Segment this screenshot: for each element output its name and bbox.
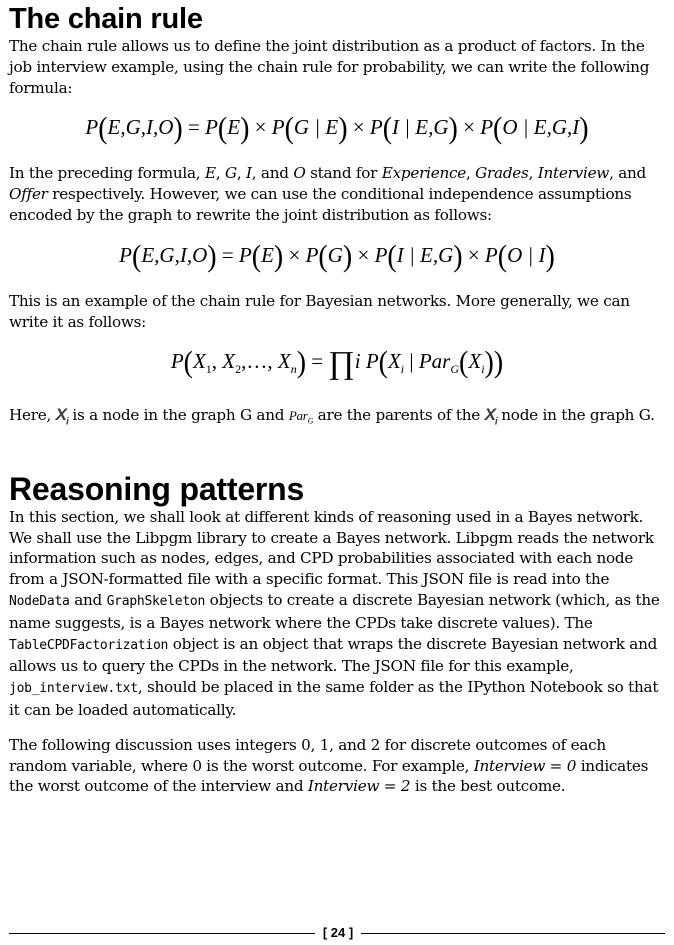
paragraph-chain-rule-intro: The chain rule allows us to define the joint distribution as a product of factors. In the job interview example, using the chain rule for probability, we can write the following formula: <box>9 37 650 97</box>
formula-joint-distribution: P(E,G,I,O) = P(E) × P(G | E) × P(I | E,G) × P(O | E,G,I) <box>85 111 589 146</box>
section-title-chain-rule: The chain rule <box>9 3 203 35</box>
footer-rule-left <box>9 933 315 934</box>
paragraph-bayesian-chain-rule: This is an example of the chain rule for Bayesian networks. More generally, we can write it as follows: <box>9 291 630 331</box>
section-title-reasoning-patterns: Reasoning patterns <box>9 470 305 507</box>
footer-rule-right <box>361 933 665 934</box>
page-content <box>9 0 665 797</box>
page-number: [ 24 ] <box>322 925 354 940</box>
xi-symbol-icon: $X_i$ <box>55 404 68 427</box>
xi-symbol-icon: $X_i$ <box>484 404 497 427</box>
paragraph-formula-explanation: In the preceding formula, E, G, I, and O stand for Experience, Grades, Interview, and Offer respectively. However, we can use the conditional independence assumptions encoded by the graph to rewrite the joint distribution as follows: <box>9 164 647 224</box>
par-g-symbol-icon: Par$_G$ <box>288 407 314 426</box>
paragraph-outcome-encoding: The following discussion uses integers 0, 1, and 2 for discrete outcomes of each random variable, where 0 is the worst outcome. For example, Interview = 0 indicates the worst outcome of the interview and Interview = 2 is the best outcome. <box>9 735 649 796</box>
page-footer <box>9 924 665 944</box>
formula-factorized-distribution: P(E,G,I,O) = P(E) × P(G) × P(I | E,G) × P(O | I) <box>119 239 555 274</box>
paragraph-node-explanation: Here, $X_i$ is a node in the graph G and Par$_G$ are the parents of the $X_i$ node in the graph G. <box>9 404 655 427</box>
formula-general-chain-rule: $P(X_1$, $X_2,\dots$, $X_n$) = ∏i $P(X_i$ | $Par_G(X_i)$) <box>170 344 504 381</box>
paragraph-reasoning-intro: In this section, we shall look at different kinds of reasoning used in a Bayes network. We shall use the Libpgm library to create a Bayes network. Libpgm reads the network information such as nodes, edges, and CPD probabilities associated with each node from a JSON-formatted file with a specific format. This JSON file is read into the NodeData and GraphSkeleton objects to create a discrete Bayesian network (which, as the name suggests, is a Bayes network where the CPDs take discrete values). The TableCPDFactorization object is an object that wraps the discrete Bayesian network and allows us to query the CPDs in the network. The JSON file for this example, job_interview.txt, should be placed in the same folder as the IPython Notebook so that it can be loaded automatically. <box>9 507 660 719</box>
